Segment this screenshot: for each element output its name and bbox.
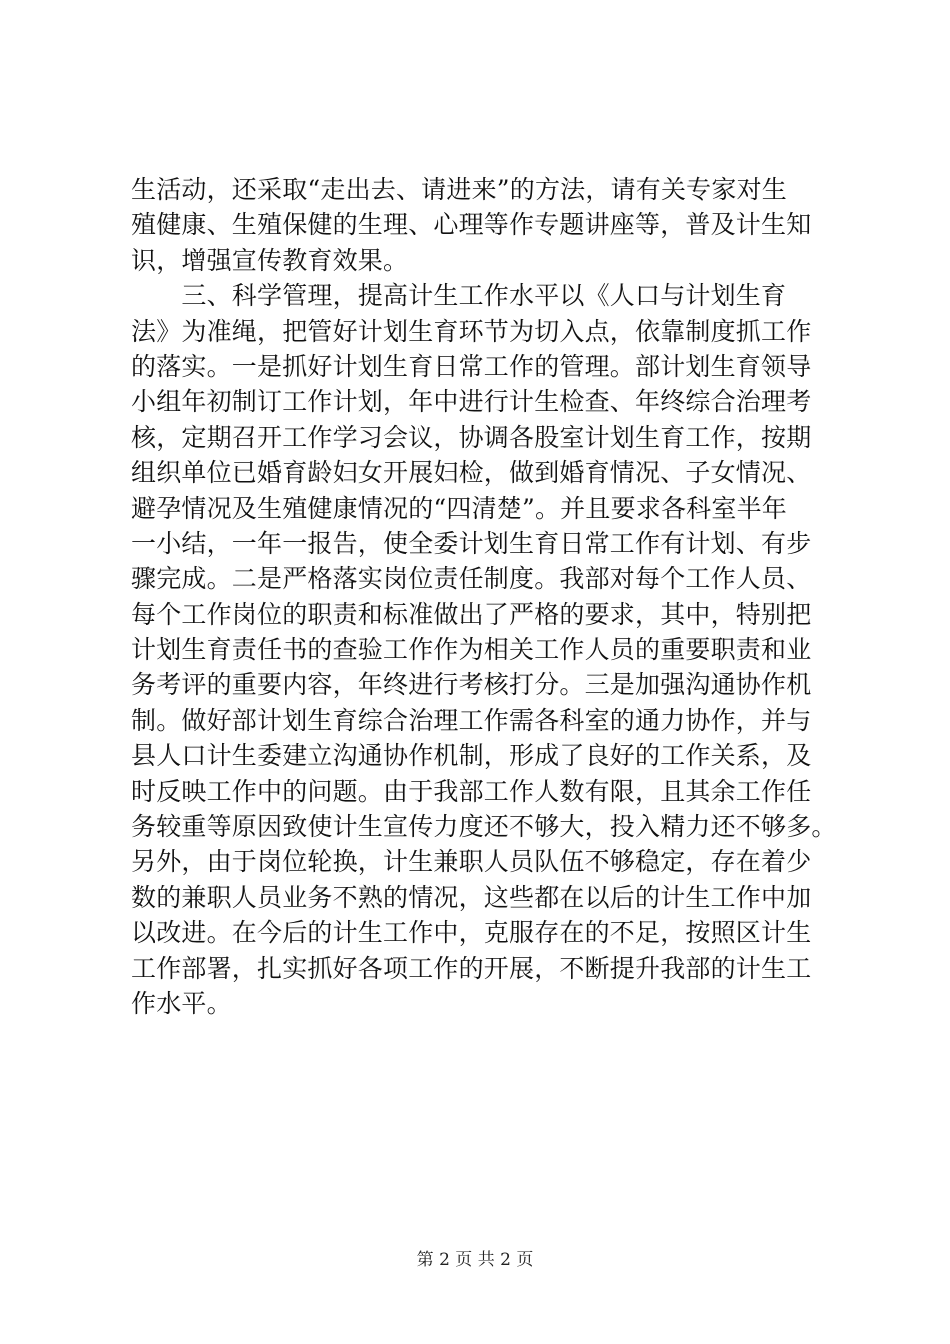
text-line: 计划生育责任书的查验工作作为相关工作人员的重要职责和业: [131, 635, 812, 665]
text-line: 的落实。一是抓好计划生育日常工作的管理。部计划生育领导: [131, 351, 812, 381]
text-line: 时反映工作中的问题。由于我部工作人数有限，且其余工作任: [131, 776, 812, 806]
text-line: 三、科学管理，提高计生工作水平以《人口与计划生育: [131, 281, 787, 311]
text-line: 核，定期召开工作学习会议，协调各股室计划生育工作，按期: [131, 422, 812, 452]
text-line: 务较重等原因致使计生宣传力度还不够大，投入精力还不够多。: [131, 812, 837, 842]
text-line: 以改进。在今后的计生工作中，克服存在的不足，按照区计生: [131, 918, 812, 948]
text-line: 每个工作岗位的职责和标准做出了严格的要求，其中，特别把: [131, 599, 812, 629]
text-line: 小组年初制订工作计划，年中进行计生检查、年终综合治理考: [131, 387, 812, 417]
text-line: 县人口计生委建立沟通协作机制，形成了良好的工作关系，及: [131, 741, 812, 771]
text-line: 法》为准绳，把管好计划生育环节为切入点，依靠制度抓工作: [131, 316, 812, 346]
page-number-footer: 第 2 页 共 2 页: [416, 1250, 534, 1270]
text-line: 避孕情况及生殖健康情况的“四清楚”。并且要求各科室半年: [131, 493, 787, 523]
text-line: 数的兼职人员业务不熟的情况，这些都在以后的计生工作中加: [131, 882, 812, 912]
text-line: 一小结，一年一报告，使全委计划生育日常工作有计划、有步: [131, 528, 812, 558]
text-line: 务考评的重要内容，年终进行考核打分。三是加强沟通协作机: [131, 670, 812, 700]
text-line: 制。做好部计划生育综合治理工作需各科室的通力协作，并与: [131, 705, 812, 735]
text-line: 工作部署，扎实抓好各项工作的开展，不断提升我部的计生工: [131, 953, 812, 983]
text-line: 作水平。: [131, 988, 232, 1018]
text-line: 另外，由于岗位轮换，计生兼职人员队伍不够稳定，存在着少: [131, 847, 812, 877]
body-text: [131, 172, 837, 1021]
text-line: 骤完成。二是严格落实岗位责任制度。我部对每个工作人员、: [131, 564, 812, 594]
text-line: 殖健康、生殖保健的生理、心理等作专题讲座等，普及计生知: [131, 210, 812, 240]
text-line: 识，增强宣传教育效果。: [131, 245, 409, 275]
text-line: 组织单位已婚育龄妇女开展妇检，做到婚育情况、子女情况、: [131, 458, 812, 488]
text-line: 生活动，还采取“走出去、请进来”的方法，请有关专家对生: [131, 175, 787, 204]
